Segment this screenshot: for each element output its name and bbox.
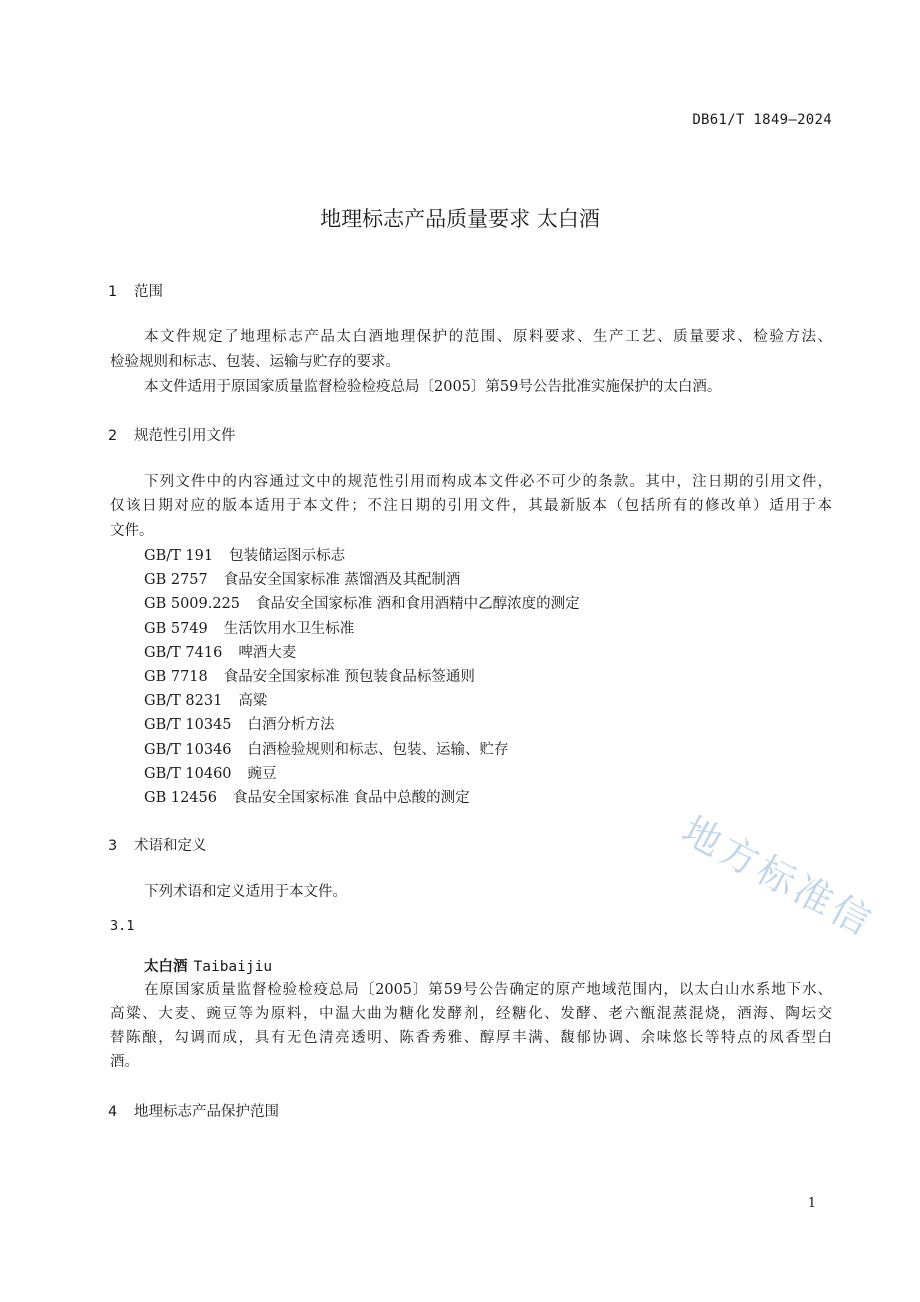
reference-code: GB 5749 (144, 620, 208, 637)
reference-code: GB 2757 (144, 572, 208, 589)
section-title: 地理标志产品保护范围 (134, 1104, 279, 1120)
section-number: 1 (108, 284, 118, 300)
normative-intro-line-3: 文件。 (110, 523, 154, 539)
section-number: 2 (108, 428, 118, 444)
scope-paragraph-2: 本文件适用于原国家质量监督检验检疫总局〔2005〕第59号公告批准实施保护的太白酒。 (144, 379, 722, 395)
section-4-heading (108, 1100, 279, 1121)
term-english: Taibaijiu (193, 959, 273, 975)
reference-code: GB 7718 (144, 669, 208, 685)
reference-item (144, 762, 277, 783)
section-title: 规范性引用文件 (134, 428, 236, 444)
standard-code: DB61/T 1849—2024 (692, 112, 832, 128)
reference-code: GB/T 8231 (144, 693, 223, 710)
reference-code: GB 5009.225 (144, 596, 241, 613)
reference-title: 生活饮用水卫生标准 (223, 620, 355, 637)
normative-intro-line-2: 仅该日期对应的版本适用于本文件；不注日期的引用文件，其最新版本（包括所有的修改单）适用于本 (110, 498, 832, 514)
reference-code: GB/T 10460 (144, 765, 232, 782)
section-1-heading (108, 280, 163, 301)
reference-item (144, 592, 580, 613)
term-heading (144, 955, 272, 976)
reference-item (144, 689, 267, 710)
document-title: 地理标志产品质量要求 太白酒 (320, 207, 600, 231)
term-definition-line-2: 高粱、大麦、豌豆等为原料，中温大曲为糖化发酵剂，经糖化、发酵、老六甑混蒸混烧，酒海、陶坛交 (110, 1006, 832, 1022)
reference-item (144, 544, 345, 565)
reference-title: 白酒分析方法 (247, 717, 335, 734)
scope-paragraph-1-line-1: 本文件规定了地理标志产品太白酒地理保护的范围、原料要求、生产工艺、质量要求、检验方法、 (144, 329, 832, 345)
reference-code: GB 12456 (144, 790, 217, 806)
normative-intro-line-1: 下列文件中的内容通过文中的规范性引用而构成本文件必不可少的条款。其中，注日期的引用文件， (144, 474, 832, 490)
section-number: 3 (108, 838, 118, 854)
page-number: 1 (807, 1196, 816, 1211)
reference-item (144, 617, 354, 638)
reference-title: 豌豆 (247, 765, 277, 782)
reference-item (144, 786, 470, 807)
scope-paragraph-1-line-2: 检验规则和标志、包装、运输与贮存的要求。 (110, 354, 400, 370)
reference-item (144, 641, 296, 662)
reference-item (144, 738, 509, 759)
term-definition-line-4: 酒。 (110, 1054, 139, 1070)
reference-title: 食品安全国家标准 食品中总酸的测定 (232, 790, 470, 806)
section-title: 术语和定义 (134, 838, 207, 854)
reference-title: 白酒检验规则和标志、包装、运输、贮存 (247, 741, 509, 758)
reference-title: 啤酒大麦 (238, 644, 297, 661)
reference-title: 包装储运图示标志 (229, 548, 346, 564)
reference-item (144, 713, 335, 734)
reference-code: GB/T 10346 (144, 741, 232, 758)
section-number: 4 (108, 1104, 118, 1120)
reference-code: GB/T 10345 (144, 717, 232, 734)
term-number: 3.1 (110, 918, 135, 934)
section-title: 范围 (134, 284, 163, 300)
reference-code: GB/T 191 (144, 548, 214, 564)
reference-item (144, 665, 475, 686)
section-2-heading (108, 424, 236, 445)
reference-title: 食品安全国家标准 预包装食品标签通则 (223, 669, 475, 685)
reference-title: 食品安全国家标准 蒸馏酒及其配制酒 (223, 572, 461, 589)
terms-intro: 下列术语和定义适用于本文件。 (144, 884, 347, 900)
reference-title: 食品安全国家标准 酒和食用酒精中乙醇浓度的测定 (256, 596, 580, 613)
watermark-text: 地方标准信 (675, 807, 882, 946)
reference-title: 高粱 (238, 693, 268, 710)
term-definition-line-1: 在原国家质量监督检验检疫总局〔2005〕第59号公告确定的原产地域范围内，以太白山水系地下水、 (144, 982, 832, 998)
term-chinese: 太白酒 (144, 959, 188, 975)
term-definition-line-3: 替陈酿，勾调而成，具有无色清亮透明、陈香秀雅、醇厚丰满、馥郁协调、余味悠长等特点的凤香型白 (110, 1030, 832, 1046)
section-3-heading (108, 834, 207, 855)
reference-code: GB/T 7416 (144, 644, 223, 661)
reference-item (144, 568, 460, 589)
